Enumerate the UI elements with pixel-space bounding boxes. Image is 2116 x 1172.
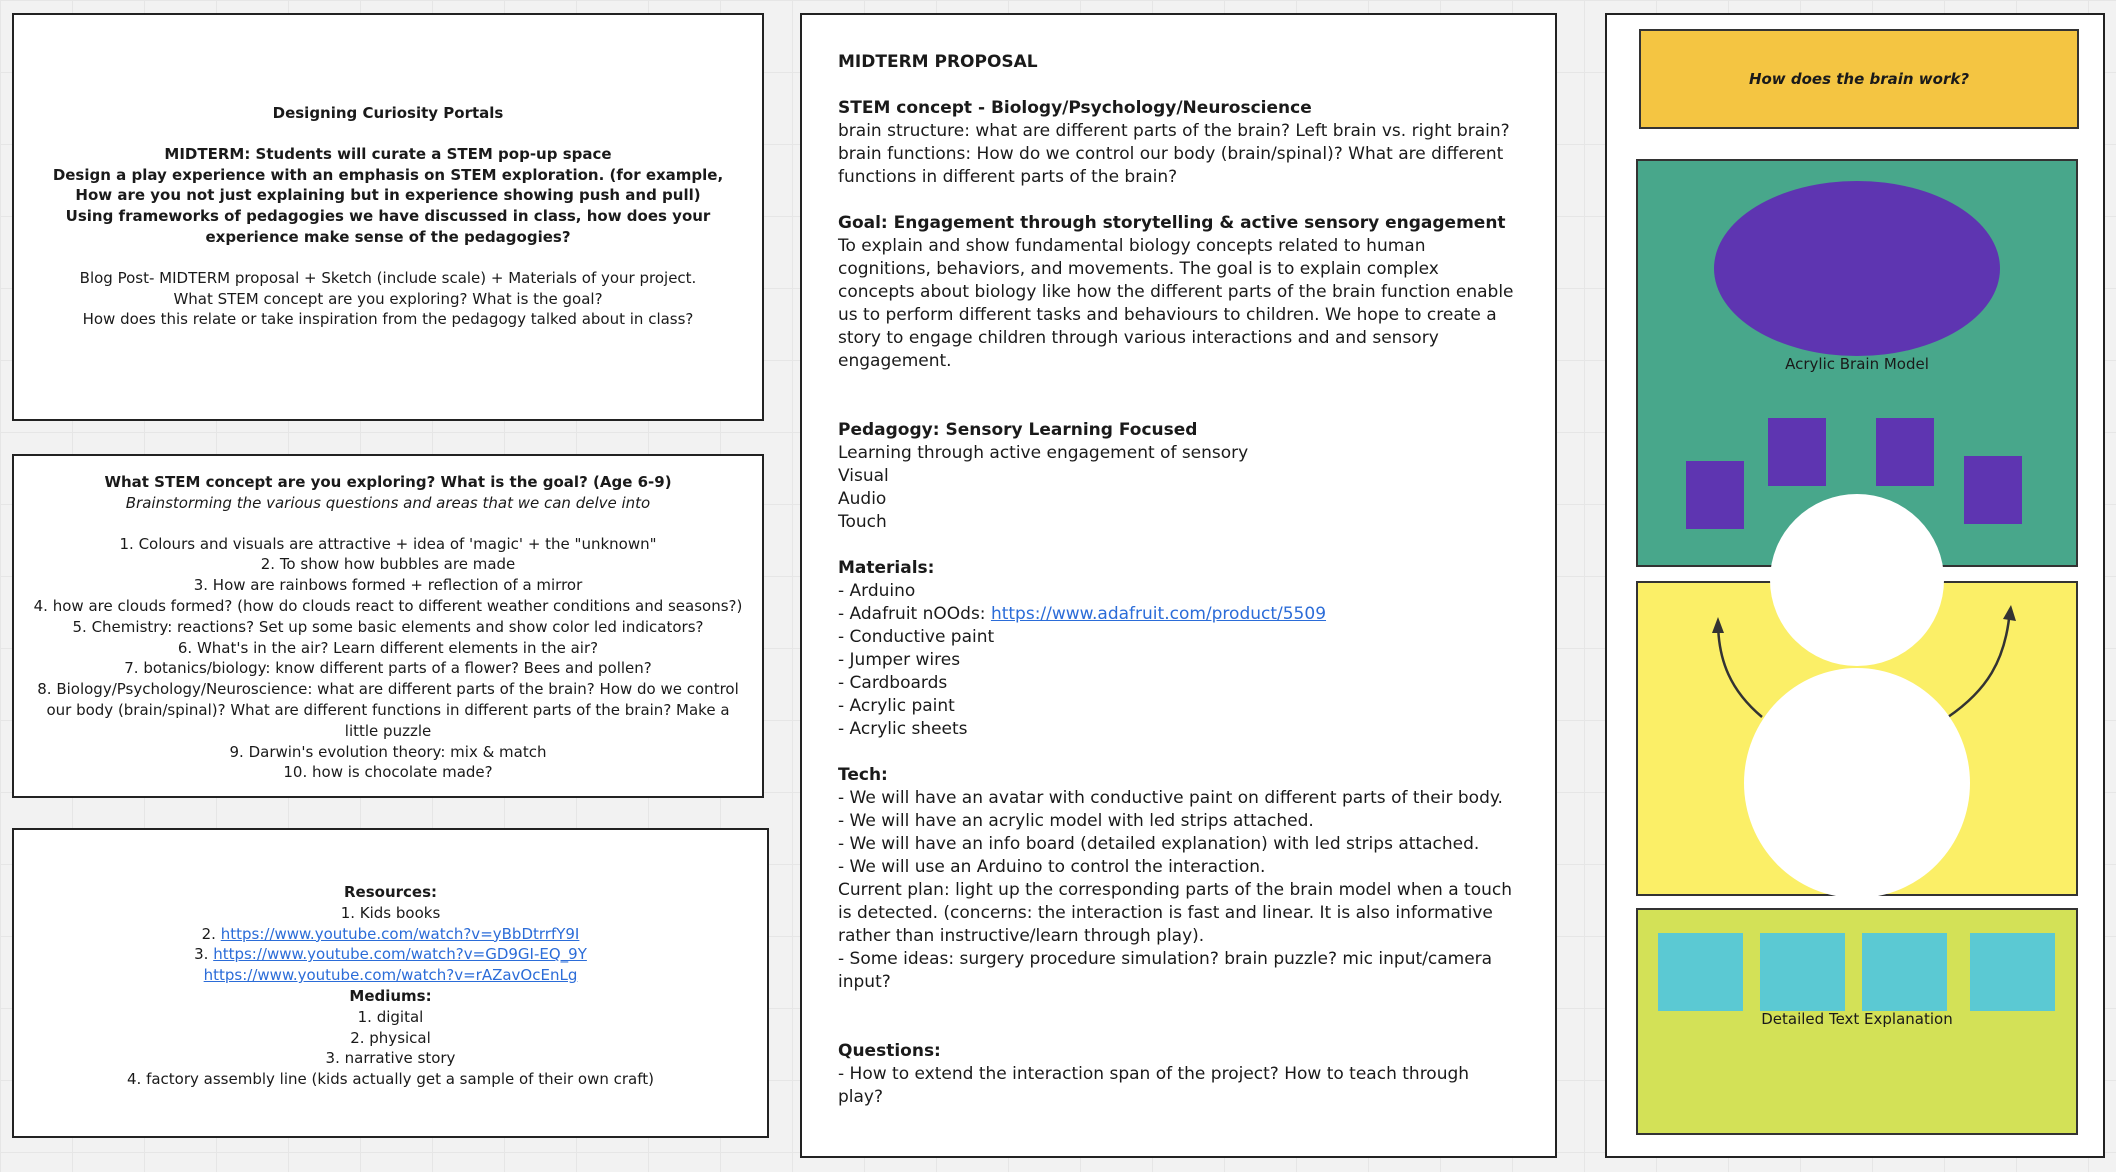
list-item: 5. Chemistry: reactions? Set up some basic elements and show color led indicators? <box>72 617 704 636</box>
list-item: 7. botanics/biology: know different parts of a flower? Bees and pollen? <box>124 659 652 678</box>
text-block <box>1970 933 2055 1011</box>
proposal-title: MIDTERM PROPOSAL <box>838 52 1038 72</box>
adafruit-link[interactable]: https://www.adafruit.com/product/5509 <box>990 604 1327 624</box>
tech-line: - We will have an acrylic model with led strips attached. <box>838 811 1314 831</box>
resource-link[interactable]: https://www.youtube.com/watch?v=yBbDtrrfY9I <box>220 924 580 943</box>
text-explanation-panel[interactable] <box>1636 908 2078 1135</box>
list-number: 2. <box>201 924 221 943</box>
list-item: 1. Colours and visuals are attractive + idea of 'magic' + the "unknown" <box>119 534 657 553</box>
list-item: 3. How are rainbows formed + reflection of a mirror <box>193 576 583 595</box>
brief-line: Blog Post- MIDTERM proposal + Sketch (include scale) + Materials of your project. <box>79 268 697 287</box>
brain-part-block <box>1964 456 2022 524</box>
pedagogy-line: Visual <box>838 466 889 486</box>
tech-line: - We will use an Arduino to control the interaction. <box>838 857 1266 877</box>
list-number: 3. <box>194 945 214 964</box>
list-item <box>14 944 767 965</box>
pedagogy-line: Touch <box>838 512 887 532</box>
materials-title: Materials: <box>838 558 935 578</box>
material-item: - Arduino <box>838 581 916 601</box>
material-item: - Acrylic paint <box>838 696 955 716</box>
list-item: 4. how are clouds formed? (how do clouds react to different weather conditions and seasons?) <box>33 596 743 615</box>
brain-part-block <box>1768 418 1826 486</box>
stem-title: STEM concept - Biology/Psychology/Neuroscience <box>838 98 1312 118</box>
material-item: - Acrylic sheets <box>838 719 968 739</box>
avatar-head <box>1770 494 1944 666</box>
resources-card[interactable] <box>12 828 769 1138</box>
brain-model-label: Acrylic Brain Model <box>1785 355 1929 373</box>
material-item <box>838 603 1519 626</box>
text-block <box>1862 933 1947 1011</box>
list-item: 2. To show how bubbles are made <box>260 555 516 574</box>
list-item: 10. how is chocolate made? <box>283 763 493 782</box>
material-item: - Jumper wires <box>838 650 961 670</box>
brief-title: Designing Curiosity Portals <box>272 104 504 122</box>
list-item: 1. Kids books <box>340 903 441 922</box>
sketch-title: How does the brain work? <box>1748 70 1970 88</box>
avatar-body <box>1744 668 1970 898</box>
resources-title: Resources: <box>343 883 438 901</box>
material-label: - Adafruit nOOds: <box>838 604 991 624</box>
pedagogy-title: Pedagogy: Sensory Learning Focused <box>838 420 1198 440</box>
tech-title: Tech: <box>838 765 888 785</box>
material-item: - Cardboards <box>838 673 948 693</box>
brainstorm-title: What STEM concept are you exploring? What is the goal? (Age 6-9) <box>104 473 672 491</box>
brief-bold-line: Design a play experience with an emphasis on STEM exploration. (for example, How are you not just explaining but in experience showing push and pull) <box>52 165 724 205</box>
goal-text: To explain and show fundamental biology concepts related to human cognitions, behaviors, and movements. The goal is to explain complex concepts about biology like how the different parts of the brain function enable us to perform different tasks and behaviours to children. We hope to create a story to engage children through various interactions and and sensory engagement. <box>838 236 1514 371</box>
brain-model-shape <box>1714 181 2000 356</box>
text-block <box>1760 933 1845 1011</box>
brainstorm-subtitle: Brainstorming the various questions and areas that we can delve into <box>125 493 651 512</box>
sketch-title-sticky[interactable] <box>1639 29 2079 129</box>
resource-link[interactable]: https://www.youtube.com/watch?v=rAZavOcEnLg <box>203 966 578 985</box>
material-item: - Conductive paint <box>838 627 995 647</box>
brain-part-block <box>1876 418 1934 486</box>
brain-part-block <box>1686 461 1744 529</box>
question-line: - How to extend the interaction span of the project? How to teach through play? <box>838 1064 1470 1107</box>
questions-title: Questions: <box>838 1041 941 1061</box>
text-block <box>1658 933 1743 1011</box>
tech-line: - Some ideas: surgery procedure simulation? brain puzzle? mic input/camera input? <box>838 949 1493 992</box>
list-item: 9. Darwin's evolution theory: mix & match <box>229 742 547 761</box>
brief-line: How does this relate or take inspiration from the pedagogy talked about in class? <box>82 310 694 329</box>
brief-line: What STEM concept are you exploring? What is the goal? <box>173 289 603 308</box>
list-item: 2. physical <box>350 1028 431 1047</box>
stem-line: brain functions: How do we control our body (brain/spinal)? What are different functions in different parts of the brain? <box>838 144 1504 187</box>
brief-bold-line: MIDTERM: Students will curate a STEM pop-up space <box>164 144 612 163</box>
text-explanation-label: Detailed Text Explanation <box>1761 1010 1953 1028</box>
midterm-proposal-card[interactable] <box>800 13 1557 1158</box>
goal-title: Goal: Engagement through storytelling & active sensory engagement <box>838 213 1506 233</box>
list-item: 1. digital <box>357 1007 424 1026</box>
pedagogy-line: Learning through active engagement of sensory <box>838 443 1249 463</box>
pedagogy-line: Audio <box>838 489 887 509</box>
brief-bold-line: Using frameworks of pedagogies we have discussed in class, how does your experience make sense of the pedagogies? <box>65 207 711 246</box>
list-item <box>14 965 767 986</box>
tech-line: Current plan: light up the corresponding parts of the brain model when a touch is detected. (concerns: the interaction is fast and linear. It is also informative rather than instructive/learn through play). <box>838 880 1513 946</box>
list-item: 4. factory assembly line (kids actually get a sample of their own craft) <box>127 1070 654 1089</box>
list-item: 6. What's in the air? Learn different elements in the air? <box>177 638 599 657</box>
sketch-card[interactable] <box>1605 13 2105 1158</box>
assignment-brief-card[interactable] <box>12 13 764 421</box>
stem-line: brain structure: what are different parts of the brain? Left brain vs. right brain? <box>838 121 1510 141</box>
brainstorm-card[interactable] <box>12 454 764 798</box>
resource-link[interactable]: https://www.youtube.com/watch?v=GD9GI-EQ_9Y <box>213 945 587 964</box>
list-item <box>14 924 767 945</box>
tech-line: - We will have an info board (detailed explanation) with led strips attached. <box>838 834 1480 854</box>
list-item: 3. narrative story <box>325 1049 456 1068</box>
tech-line: - We will have an avatar with conductive paint on different parts of their body. <box>838 788 1503 808</box>
mediums-title: Mediums: <box>349 986 432 1005</box>
list-item: 8. Biology/Psychology/Neuroscience: what are different parts of the brain? How do we control our body (brain/spinal)? What are different functions in different parts of the brain? Make a little puzzle <box>37 680 739 740</box>
